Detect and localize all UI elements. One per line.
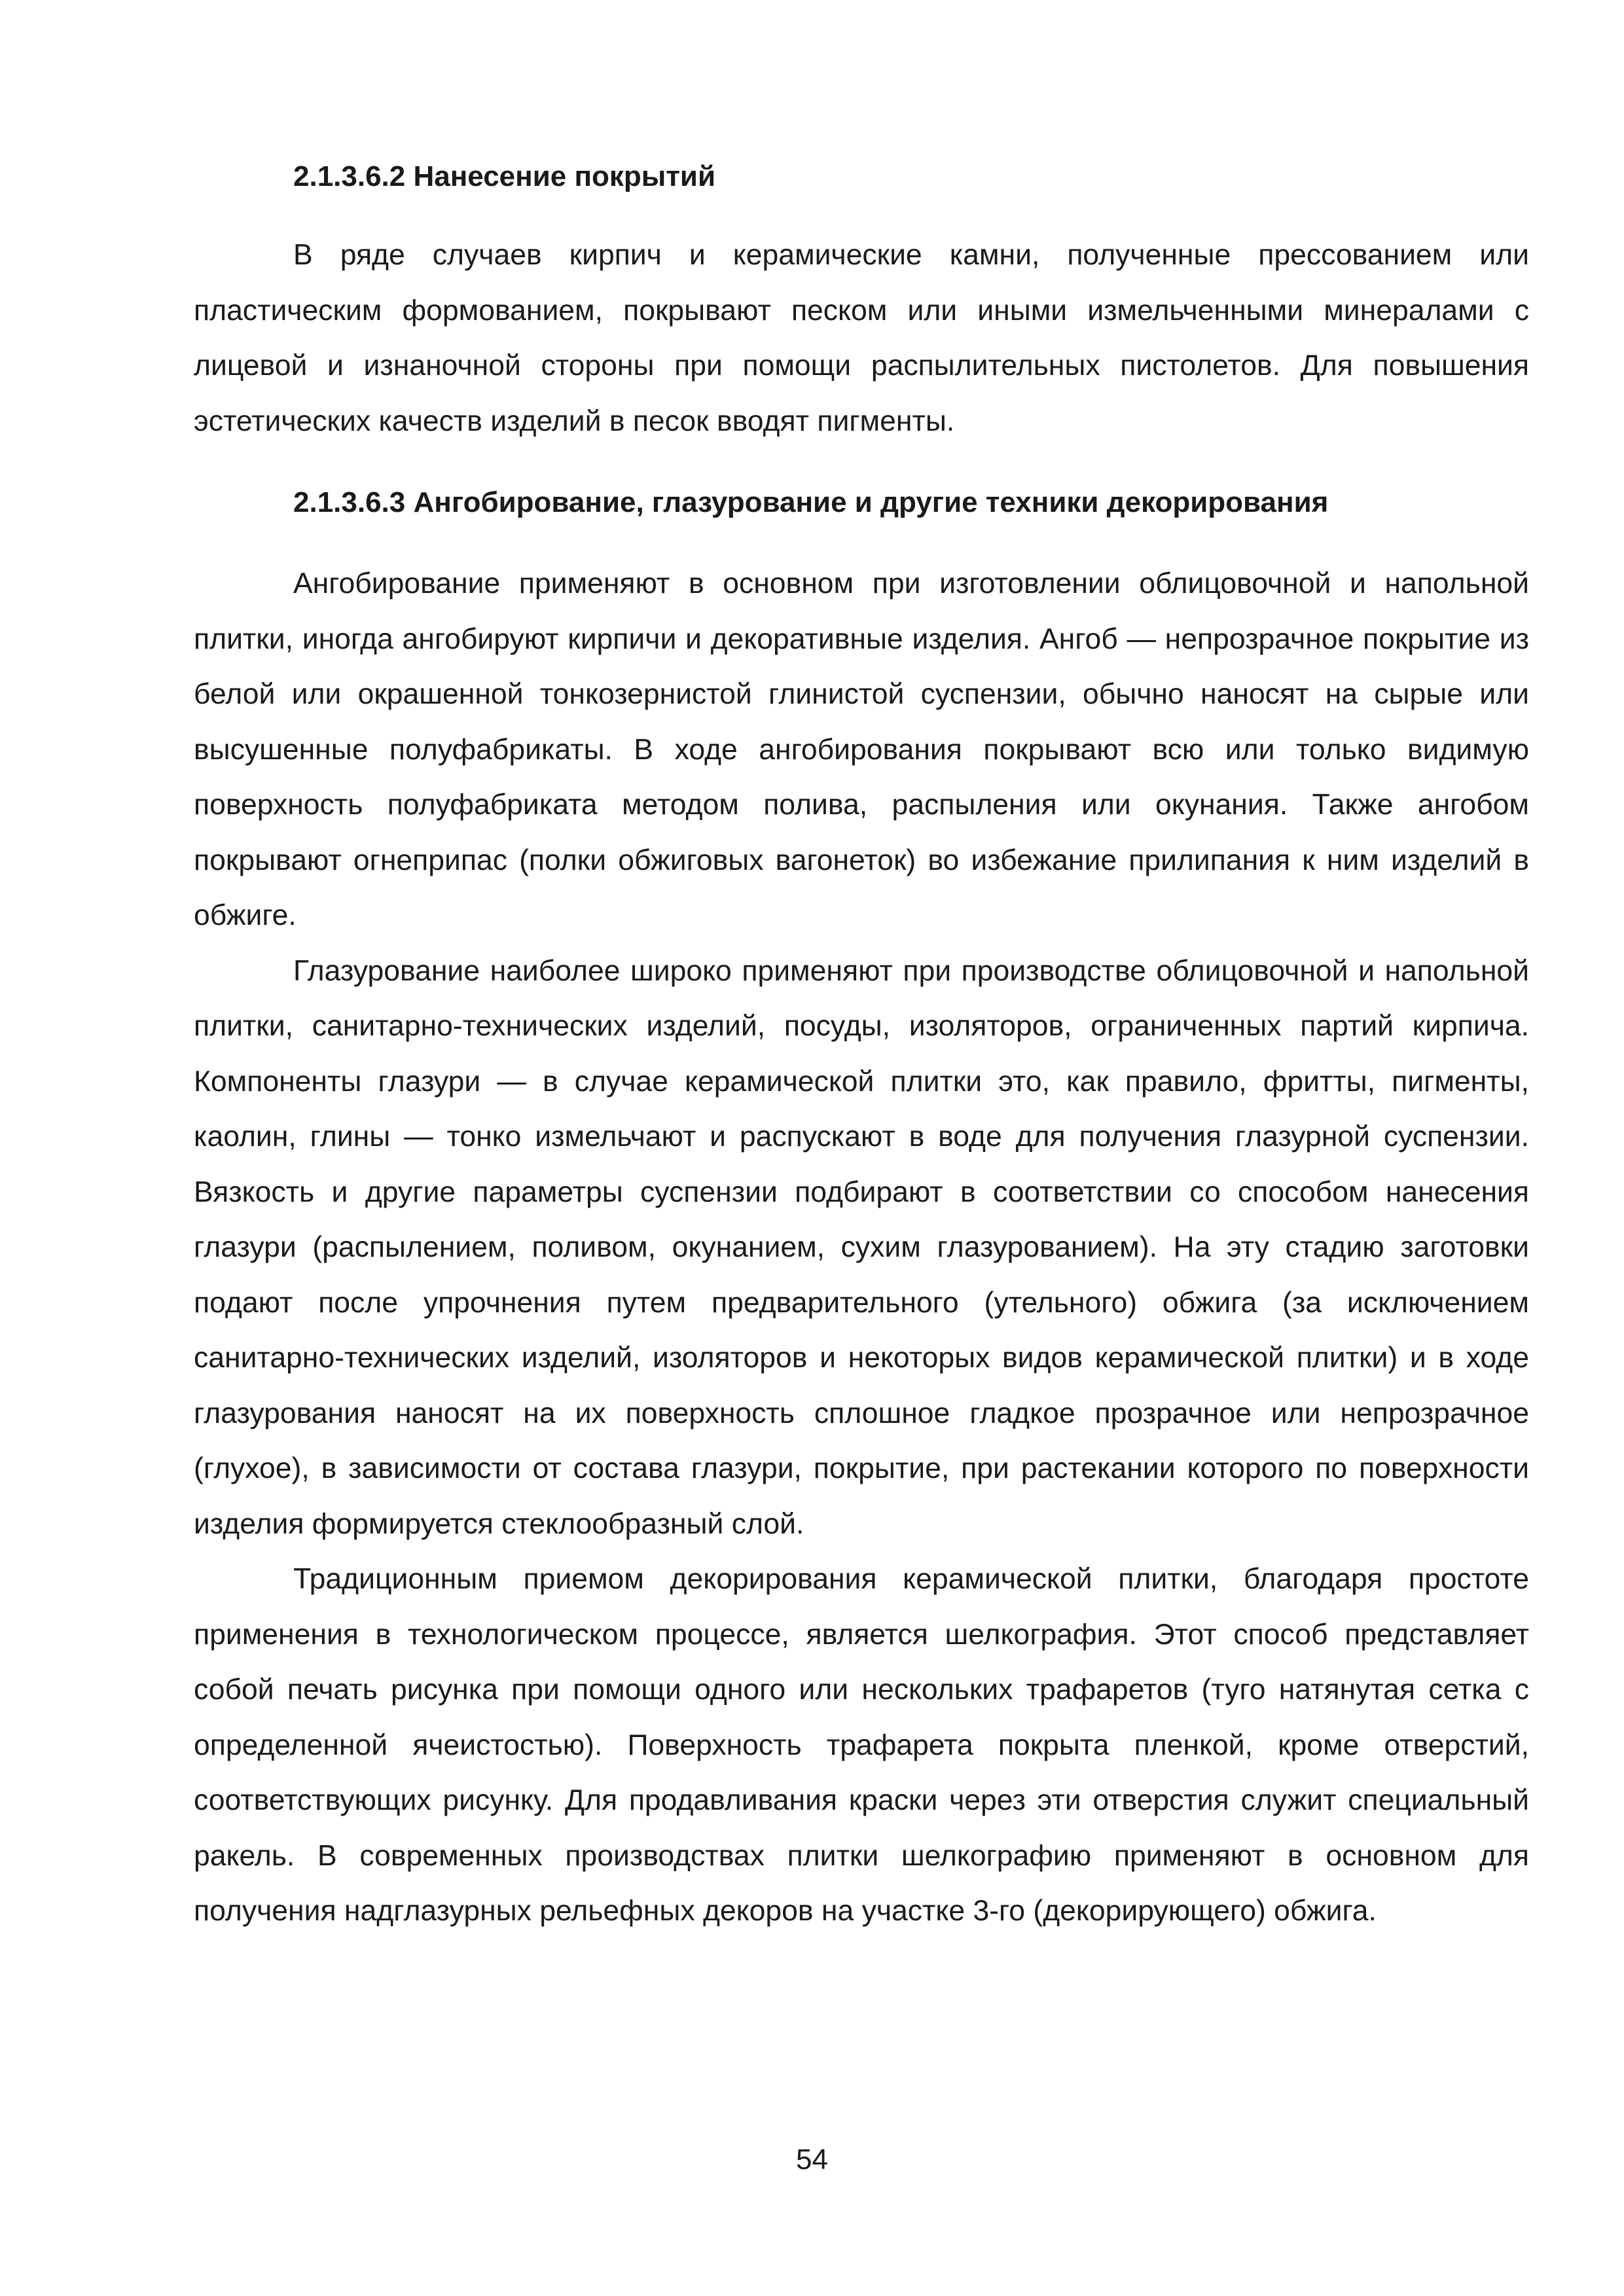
page-number: 54	[796, 2144, 828, 2176]
paragraph-engobing: Ангобирование применяют в основном при изготовлении облицовочной и напольной плитки, иногда ангобируют кирпичи и декоративные изделия. Ангоб — непрозрачное покрытие из белой или окрашенной тонкозернистой глинистой суспензии, обычно наносят на сырые или высушенные полуфабрикаты. В ходе ангобирования покрывают всю или только видимую поверхность полуфабриката методом полива, распыления или окунания. Также ангобом покрывают огнеприпас (полки обжиговых вагонеток) во избежание прилипания к ним изделий в обжиге.	[194, 567, 1529, 931]
paragraph-glazing: Глазурование наиболее широко применяют при производстве облицовочной и напольной плитки, санитарно-технических изделий, посуды, изоляторов, ограниченных партий кирпича. Компоненты глазури — в случае керамической плитки это, как правило, фритты, пигменты, каолин, глины — тонко измельчают и распускают в воде для получения глазурной суспензии. Вязкость и другие параметры суспензии подбирают в соответствии со способом нанесения глазури (распылением, поливом, окунанием, сухим глазурованием). На эту стадию заготовки подают после упрочнения путем предварительного (утельного) обжига (за исключением санитарно-технических изделий, изоляторов и некоторых видов керамической плитки) и в ходе глазурования наносят на их поверхность сплошное гладкое прозрачное или непрозрачное (глухое), в зависимости от состава глазури, покрытие, при растекании которого по поверхности изделия формируется стеклообразный слой.	[194, 954, 1529, 1540]
page-content	[194, 149, 1529, 1939]
section-heading-coating-application: 2.1.3.6.2 Нанесение покрытий	[293, 160, 716, 192]
paragraph-coating-application: В ряде случаев кирпич и керамические камни, полученные прессованием или пластическим формованием, покрывают песком или иными измельченными минералами с лицевой и изнаночной стороны при помощи распылительных пистолетов. Для повышения эстетических качеств изделий в песок вводят пигменты.	[194, 239, 1529, 437]
section-heading-engobe-glazing: 2.1.3.6.3 Ангобирование, глазурование и другие техники декорирования	[293, 486, 1329, 518]
paragraph-silkscreen: Традиционным приемом декорирования керамической плитки, благодаря простоте применения в технологическом процессе, является шелкография. Этот способ представляет собой печать рисунка при помощи одного или нескольких трафаретов (туго натянутая сетка с определенной ячеистостью). Поверхность трафарета покрыта пленкой, кроме отверстий, соответствующих рисунку. Для продавливания краски через эти отверстия служит специальный ракель. В современных производствах плитки шелкографию применяют в основном для получения надглазурных рельефных декоров на участке 3-го (декорирующего) обжига.	[194, 1563, 1529, 1927]
